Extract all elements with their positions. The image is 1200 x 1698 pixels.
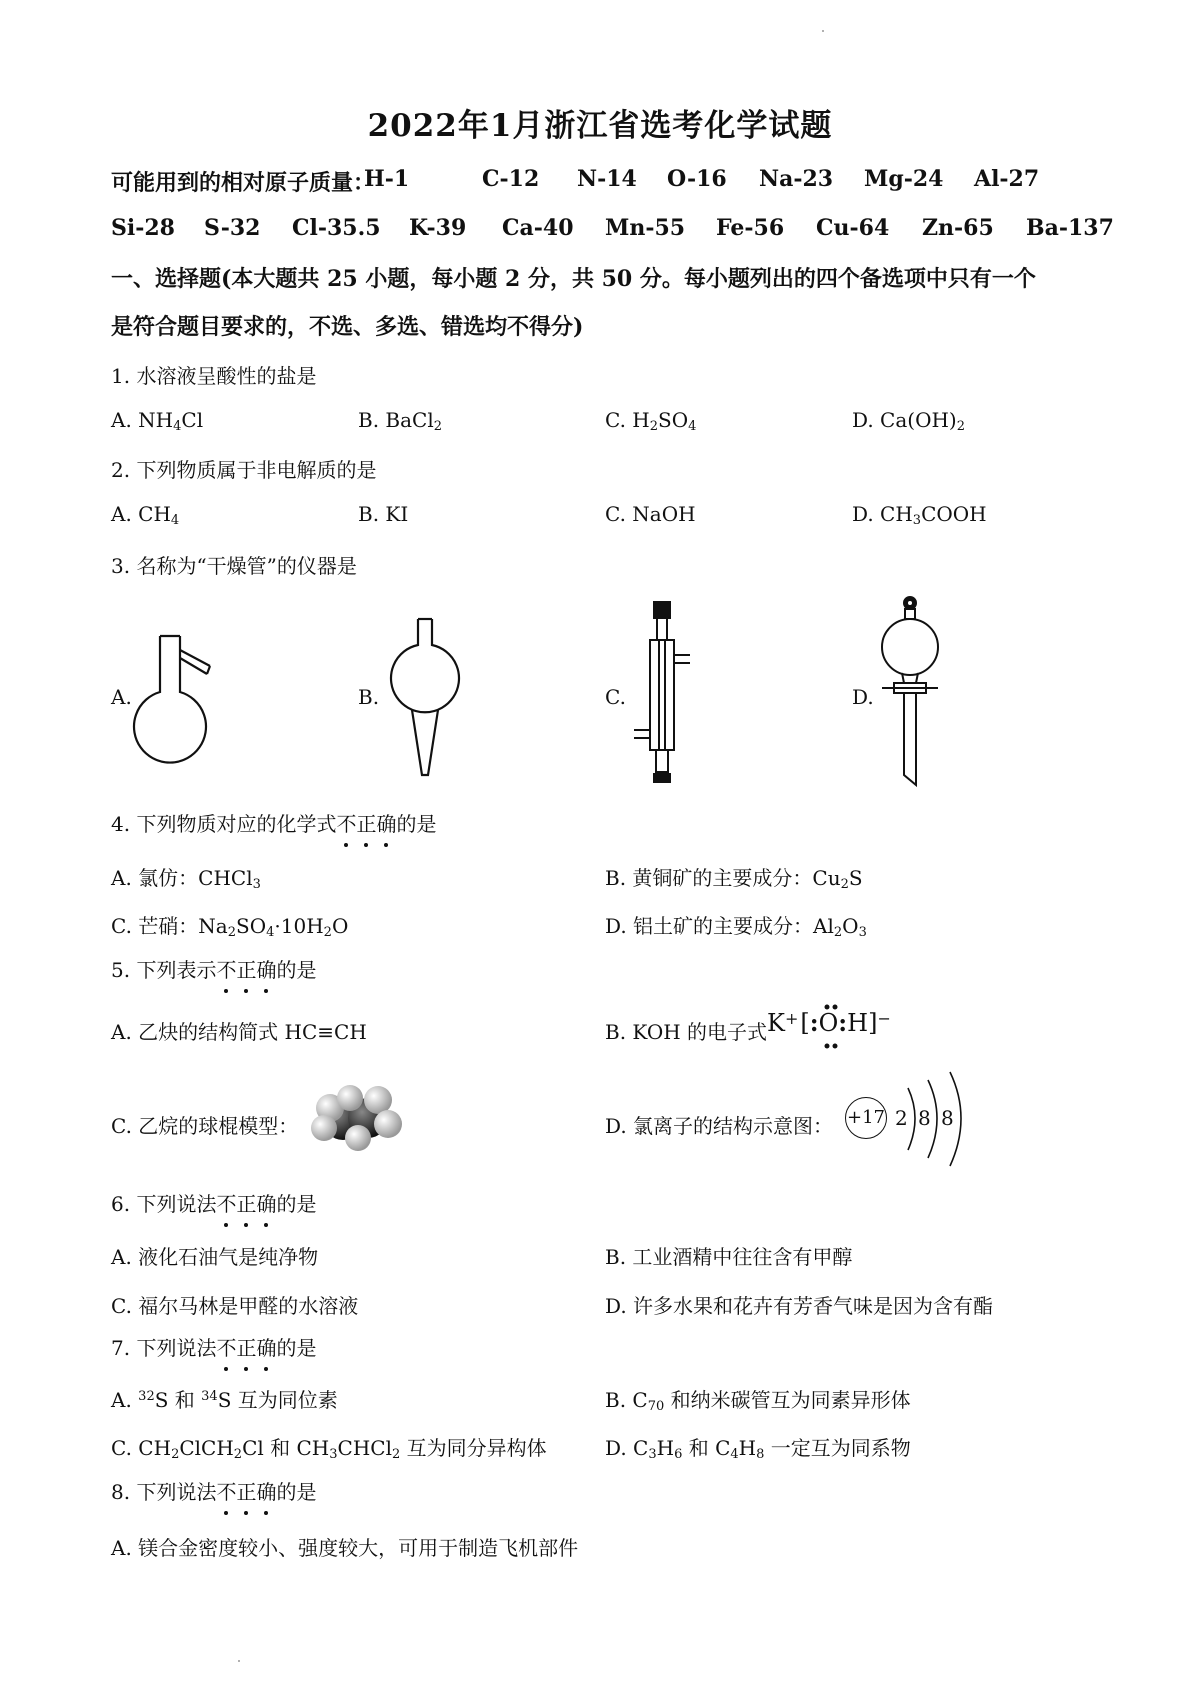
q4-option-b: B. 黄铜矿的主要成分：$Cu_2S$ xyxy=(605,866,863,892)
shell-electrons-3: 8 xyxy=(941,1106,954,1130)
q2-option-b: B. KI xyxy=(358,502,409,526)
scan-speck xyxy=(822,30,824,32)
q5-option-c: C. 乙烷的球棍模型： xyxy=(111,1114,299,1138)
oxygen-atom: O xyxy=(818,1009,839,1037)
chloride-nucleus: +17 xyxy=(845,1097,887,1139)
q6-option-d: D. 许多水果和花卉有芳香气味是因为含有酯 xyxy=(605,1294,994,1318)
q6-option-a: A. 液化石油气是纯净物 xyxy=(111,1245,319,1269)
atomic-mass-cu: Cu-64 xyxy=(816,215,890,241)
ethane-molecule-model-icon xyxy=(308,1080,403,1155)
atomic-mass-zn: Zn-65 xyxy=(922,215,994,241)
atomic-mass-n: N-14 xyxy=(577,166,637,192)
q2-option-a: A. $CH_4$ xyxy=(111,502,180,528)
distilling-flask-icon xyxy=(130,628,220,758)
atomic-mass-mg: Mg-24 xyxy=(864,166,944,192)
q1-option-d: D. $Ca(OH)_2$ xyxy=(852,408,965,434)
atomic-mass-ba: Ba-137 xyxy=(1026,215,1114,241)
q3-option-c-label: C. xyxy=(605,685,626,709)
atomic-mass-mn: Mn-55 xyxy=(605,215,686,241)
q7-option-d: D. $C_3H_6$ 和 $C_4H_8$ 一定互为同系物 xyxy=(605,1436,911,1462)
scan-speck xyxy=(238,1660,240,1662)
atomic-mass-s: S-32 xyxy=(204,215,261,241)
drying-tube-icon xyxy=(380,615,470,780)
q3-option-b-label: B. xyxy=(358,685,380,709)
shell-electrons-2: 8 xyxy=(918,1106,931,1130)
q6-stem: 6. 下列说法不正确的是 xyxy=(111,1188,316,1217)
atomic-mass-si: Si-28 xyxy=(111,215,175,241)
q4-option-d: D. 铝土矿的主要成分：$Al_2O_3$ xyxy=(605,914,867,940)
q5-stem: 5. 下列表示不正确的是 xyxy=(111,954,316,983)
q5-option-a: A. 乙炔的结构简式 HC≡CH xyxy=(111,1020,367,1044)
page-title: 2022年1月浙江省选考化学试题 xyxy=(367,108,833,144)
atomic-mass-cl: Cl-35.5 xyxy=(292,215,381,241)
separatory-funnel-icon xyxy=(880,595,960,790)
q7-option-a: A. $^{32}$S 和 $^{34}$S 互为同位素 xyxy=(111,1388,338,1412)
q2-stem: 2. 下列物质属于非电解质的是 xyxy=(111,458,377,482)
q8-stem: 8. 下列说法不正确的是 xyxy=(111,1476,316,1505)
q1-option-b: B. BaCl$_2$ xyxy=(358,408,443,434)
condenser-icon xyxy=(626,600,706,785)
q4-option-a: A. 氯仿：CHCl$_3$ xyxy=(111,866,261,892)
q1-option-a: A. $NH_4Cl$ xyxy=(111,408,204,434)
atomic-mass-ca: Ca-40 xyxy=(502,215,574,241)
q7-option-b: B. $C_{70}$ 和纳米碳管互为同素异形体 xyxy=(605,1388,911,1414)
electron-pair-dots-icon xyxy=(818,1003,848,1053)
atomic-mass-h: H-1 xyxy=(364,166,410,192)
q7-stem: 7. 下列说法不正确的是 xyxy=(111,1332,316,1361)
q2-option-c: C. NaOH xyxy=(605,502,696,526)
q6-option-b: B. 工业酒精中往往含有甲醇 xyxy=(605,1245,853,1269)
q1-stem: 1. 水溶液呈酸性的盐是 xyxy=(111,364,317,388)
q8-option-a: A. 镁合金密度较小、强度较大，可用于制造飞机部件 xyxy=(111,1536,579,1560)
atomic-mass-fe: Fe-56 xyxy=(716,215,785,241)
q7-option-c: C. $CH_2ClCH_2Cl$ 和 $CH_3CHCl_2$ 互为同分异构体 xyxy=(111,1436,547,1462)
atomic-mass-o: O-16 xyxy=(667,166,727,192)
q4-stem: 4. 下列物质对应的化学式不正确的是 xyxy=(111,808,436,837)
q6-option-c: C. 福尔马林是甲醛的水溶液 xyxy=(111,1294,359,1318)
q4-option-c: C. 芒硝：$Na_2SO_4\cdot 10H_2O$ xyxy=(111,914,349,940)
section-heading-line1: 一、选择题(本大题共 25 小题，每小题 2 分，共 50 分。每小题列出的四个备选项中只有一个 xyxy=(111,266,1036,292)
atomic-mass-c: C-12 xyxy=(482,166,540,192)
koh-electron-formula: K+[:O:H]− xyxy=(767,1008,891,1037)
atomic-mass-k: K-39 xyxy=(409,215,467,241)
q5-option-b: B. KOH 的电子式 xyxy=(605,1020,768,1044)
atomic-mass-al: Al-27 xyxy=(974,166,1040,192)
q3-option-a-label: A. xyxy=(111,685,132,709)
section-heading-line2: 是符合题目要求的，不选、多选、错选均不得分) xyxy=(111,314,584,340)
q1-option-c: C. $H_2SO_4$ xyxy=(605,408,697,434)
q5-option-d: D. 氯离子的结构示意图： xyxy=(605,1114,834,1138)
shell-electrons-1: 2 xyxy=(895,1106,908,1130)
atomic-mass-label: 可能用到的相对原子质量： xyxy=(111,170,376,196)
electron-shell-arcs-icon xyxy=(880,1070,980,1170)
q3-stem: 3. 名称为“干燥管”的仪器是 xyxy=(111,554,357,578)
q3-option-d-label: D. xyxy=(852,685,874,709)
q2-option-d: D. $CH_3COOH$ xyxy=(852,502,987,528)
atomic-mass-na: Na-23 xyxy=(759,166,834,192)
k-cation: K xyxy=(767,1009,785,1037)
